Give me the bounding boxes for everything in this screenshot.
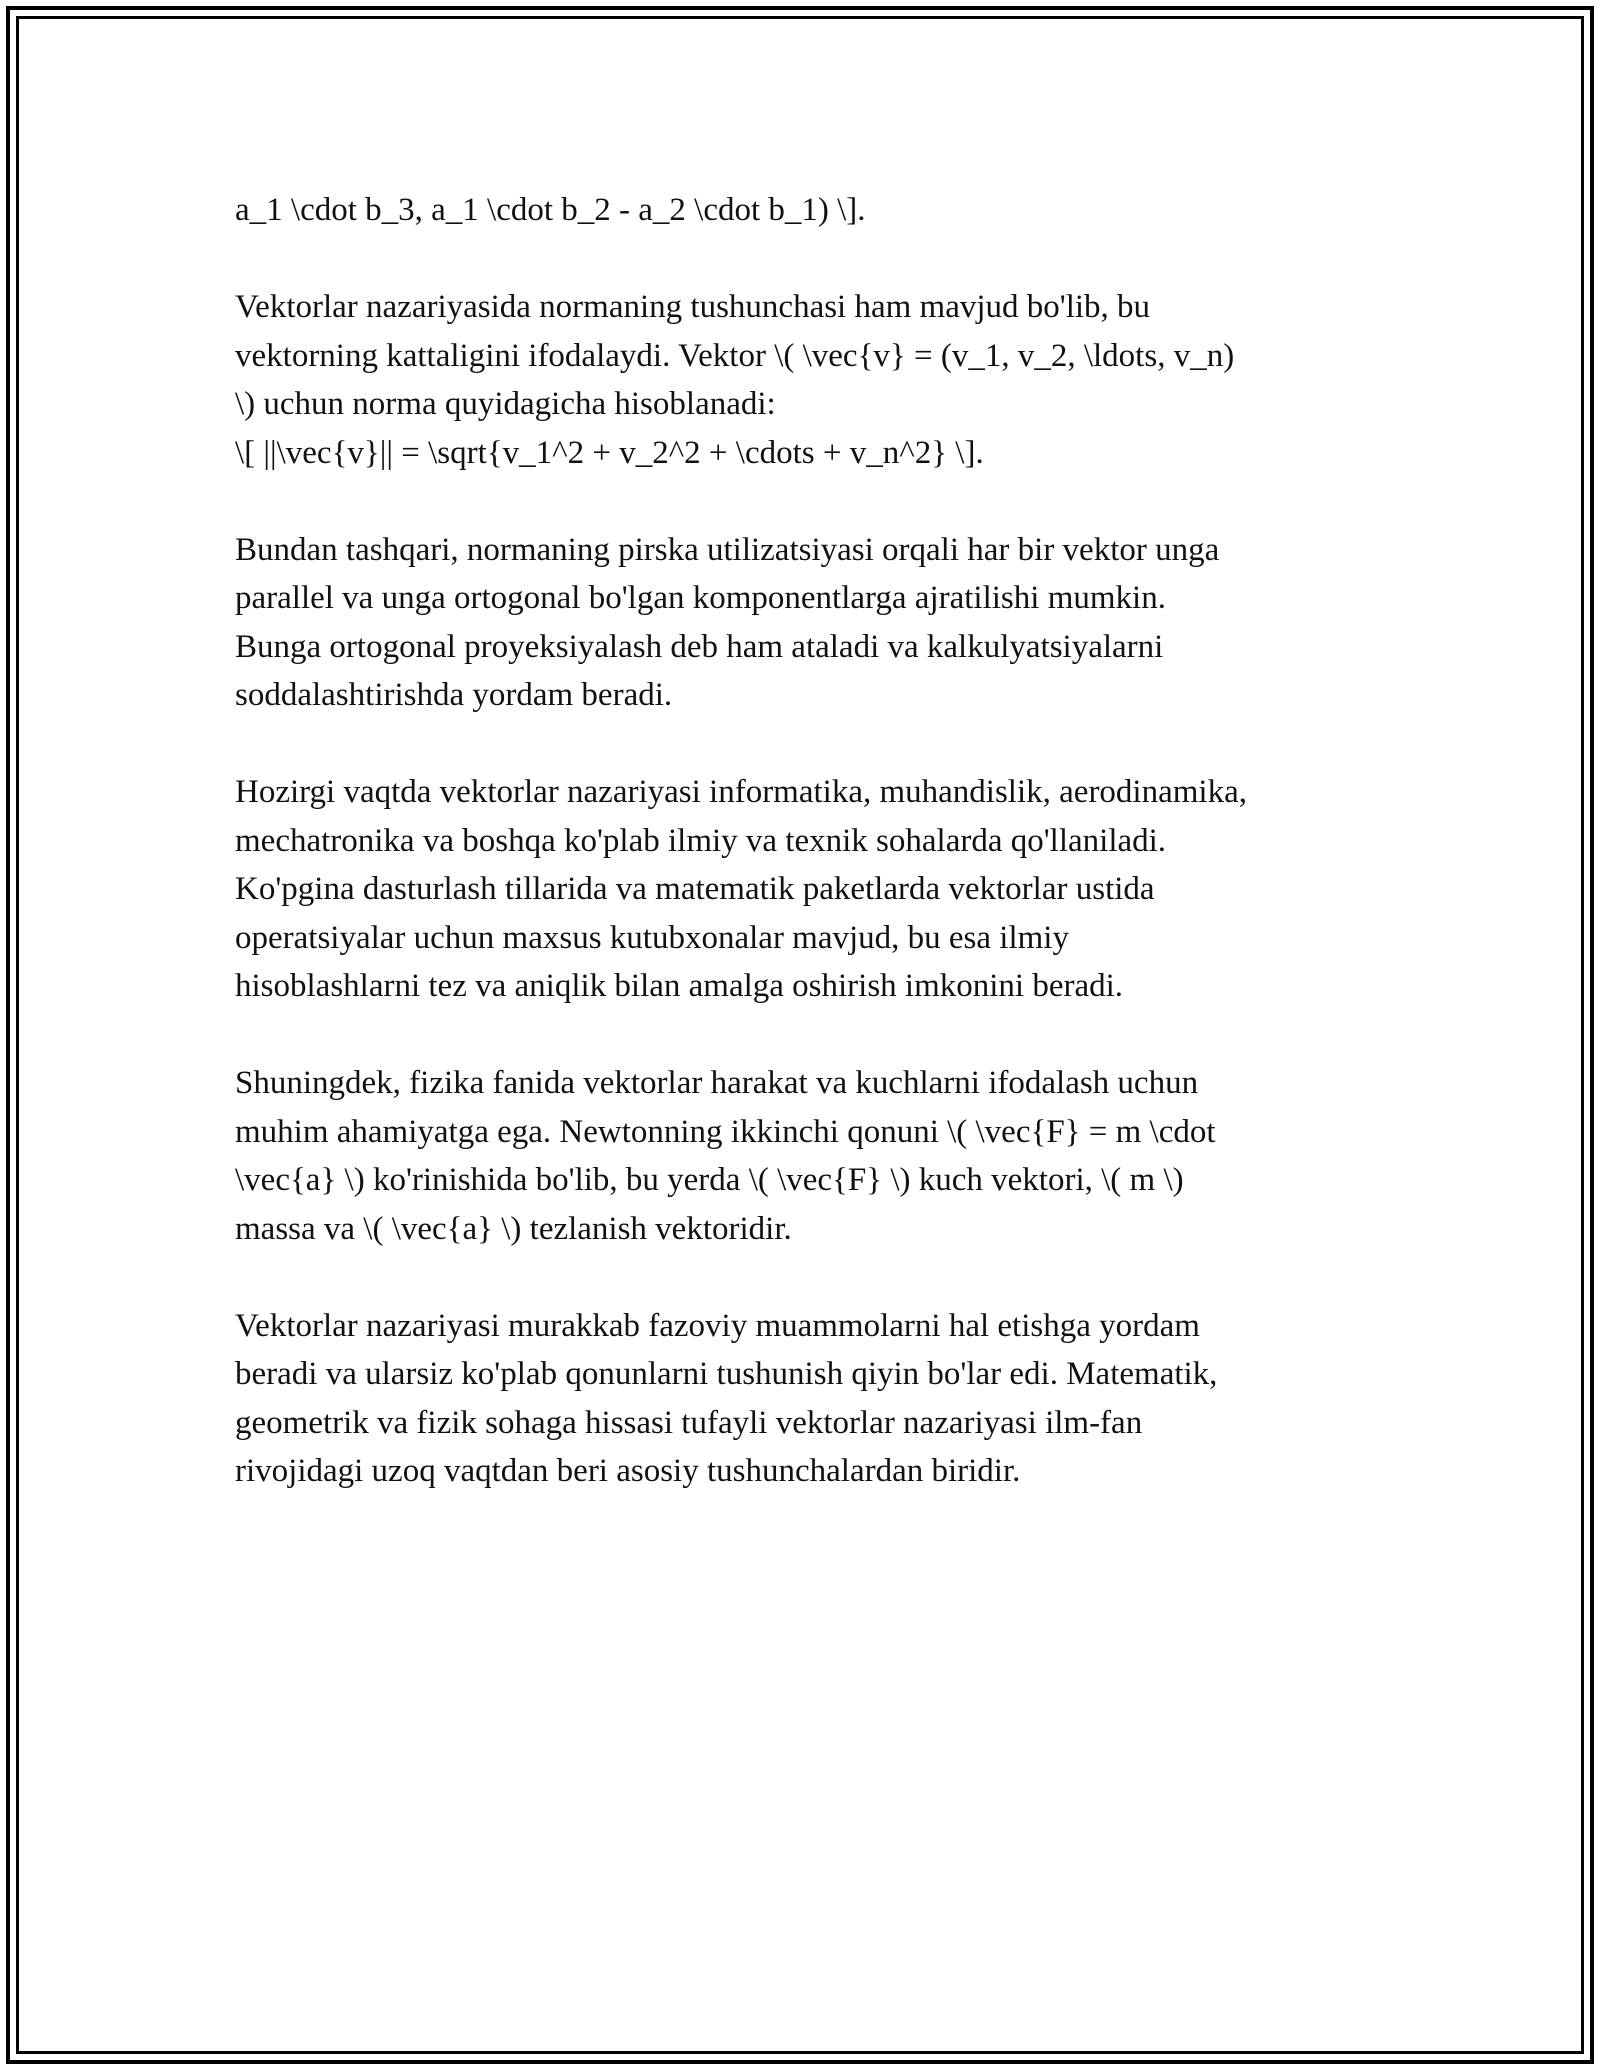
paragraph-applications: Hozirgi vaqtda vektorlar nazariyasi informatika, muhandislik, aerodinamika, mechatronika va boshqa ko'plab ilmiy va texnik sohalarda qo'llaniladi. Ko'pgina dasturlash tillarida va matematik paketlarda vektorlar ustida operatsiyalar uchun maxsus kutubxonalar mavjud, bu esa ilmiy hisoblashlarni tez va aniqlik bilan amalga oshirish imkonini beradi. bbox=[235, 774, 1247, 1004]
paragraph-vector-norm: Vektorlar nazariyasida normaning tushunchasi ham mavjud bo'lib, bu vektorning kattaligini ifodalaydi. Vektor \( \vec{v} = (v_1, v_2, \ldots, v_n) \) uchun norma quyidagicha hisoblanadi: \[ ||\vec{v}|| = \sqrt{v_1^2 + v_2^2 + \cdots + v_n^2} \]. bbox=[235, 289, 1235, 471]
paragraph-cross-product-tail: a_1 \cdot b_3, a_1 \cdot b_2 - a_2 \cdot b_1) \]. bbox=[235, 192, 866, 228]
paragraph-physics: Shuningdek, fizika fanida vektorlar harakat va kuchlarni ifodalash uchun muhim ahamiyatga ega. Newtonning ikkinchi qonuni \( \vec{F} = m \cdot \vec{a} \) ko'rinishida bo'lib, bu yerda \( \vec{F} \) kuch vektori, \( m \) massa va \( \vec{a} \) tezlanish vektoridir. bbox=[235, 1065, 1216, 1247]
paragraph-conclusion: Vektorlar nazariyasi murakkab fazoviy muammolarni hal etishga yordam beradi va ularsiz ko'plab qonunlarni tushunish qiyin bo'lar edi. Matematik, geometrik va fizik sohaga hissasi tufayli vektorlar nazariyasi ilm-fan rivojidagi uzoq vaqtdan beri asosiy tushunchalardan biridir. bbox=[235, 1307, 1218, 1489]
paragraph-orthogonal-projection: Bundan tashqari, normaning pirska utilizatsiyasi orqali har bir vektor unga parallel va unga ortogonal bo'lgan komponentlarga ajratilishi mumkin. Bunga ortogonal proyeksiyalash deb ham ataladi va kalkulyatsiyalarni soddalashtirishda yordam beradi. bbox=[235, 531, 1220, 713]
document-body bbox=[235, 186, 1375, 1544]
